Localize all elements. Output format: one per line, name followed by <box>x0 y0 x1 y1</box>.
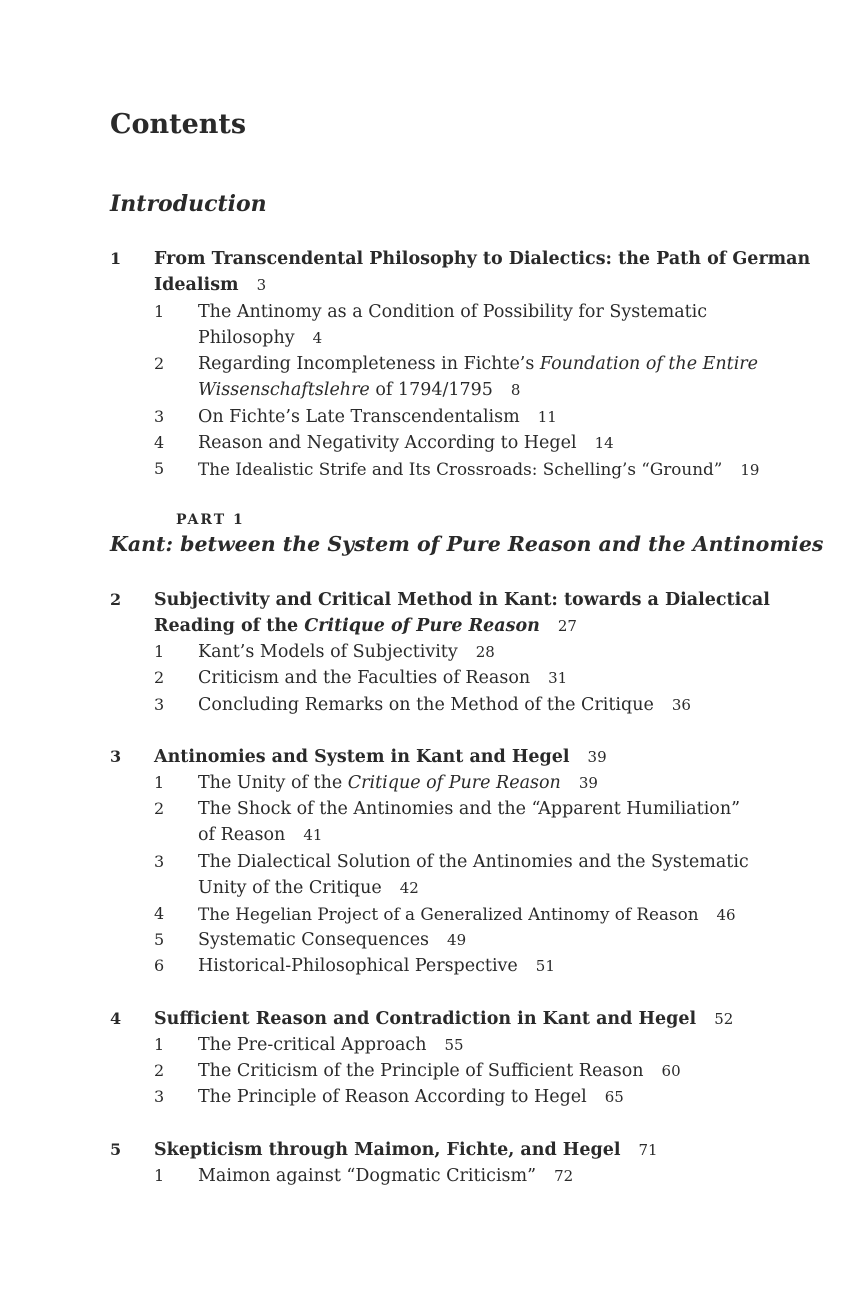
page-number: 46 <box>716 906 736 924</box>
section-title: The Idealistic Strife and Its Crossroads: Schelling’s “Ground” 19 <box>198 459 760 479</box>
part-label: PART 1 <box>176 512 245 528</box>
chapter-title-cont: Idealism 3 <box>154 275 267 295</box>
section-title: The Shock of the Antinomies and the “Apparent Humiliation” <box>198 799 741 819</box>
chapter-title: Subjectivity and Critical Method in Kant: towards a Dialectical <box>154 590 770 610</box>
section-title: Maimon against “Dogmatic Criticism” 72 <box>198 1166 574 1186</box>
page-number: 52 <box>714 1010 734 1028</box>
page-number: 42 <box>399 879 419 897</box>
chapter-title: Skepticism through Maimon, Fichte, and Hegel 71 <box>154 1140 658 1160</box>
section-title: The Pre-critical Approach 55 <box>198 1035 464 1055</box>
page-title: Contents <box>110 109 247 140</box>
chapter-number: 4 <box>110 1009 122 1028</box>
page-number: 4 <box>312 329 323 347</box>
section-number: 1 <box>154 1166 165 1185</box>
section-number: 1 <box>154 773 165 792</box>
page-number: 11 <box>537 408 557 426</box>
section-title: The Principle of Reason According to Hegel 65 <box>198 1087 624 1107</box>
chapter-number: 1 <box>110 249 122 268</box>
section-number: 4 <box>154 904 165 923</box>
page-number: 39 <box>587 748 607 766</box>
page-number: 72 <box>554 1167 574 1185</box>
page-number: 28 <box>475 643 495 661</box>
page-number: 3 <box>256 276 267 294</box>
page-number: 14 <box>594 434 614 452</box>
section-number: 2 <box>154 354 165 373</box>
section-number: 2 <box>154 668 165 687</box>
section-number: 1 <box>154 1035 165 1054</box>
page-number: 51 <box>535 957 555 975</box>
page-number: 60 <box>661 1062 681 1080</box>
chapter-number: 3 <box>110 747 122 766</box>
section-title: Concluding Remarks on the Method of the Critique 36 <box>198 695 691 715</box>
section-title: Systematic Consequences 49 <box>198 930 467 950</box>
page-number: 8 <box>510 381 521 399</box>
part-title: Kant: between the System of Pure Reason and the Antinomies <box>110 532 824 556</box>
section-number: 5 <box>154 459 165 478</box>
page-number: 36 <box>671 696 691 714</box>
section-title-cont: Unity of the Critique 42 <box>198 878 419 898</box>
chapter-number: 5 <box>110 1140 122 1159</box>
chapter-title-cont: Reading of the Critique of Pure Reason 27 <box>154 616 577 636</box>
section-title: The Unity of the Critique of Pure Reason 39 <box>198 773 598 793</box>
page-number: 41 <box>303 826 323 844</box>
page-number: 55 <box>444 1036 464 1054</box>
section-title: Criticism and the Faculties of Reason 31 <box>198 668 568 688</box>
section-number: 1 <box>154 642 165 661</box>
chapter-title: Antinomies and System in Kant and Hegel 39 <box>154 747 607 767</box>
section-number: 6 <box>154 956 165 975</box>
page-number: 49 <box>447 931 467 949</box>
section-number: 1 <box>154 302 165 321</box>
section-title: Kant’s Models of Subjectivity 28 <box>198 642 495 662</box>
section-number: 3 <box>154 695 165 714</box>
section-number: 2 <box>154 1061 165 1080</box>
page-number: 27 <box>557 617 577 635</box>
page-number: 71 <box>638 1141 658 1159</box>
page-number: 19 <box>740 461 760 479</box>
section-number: 4 <box>154 433 165 452</box>
page-number: 31 <box>548 669 568 687</box>
section-title: Historical-Philosophical Perspective 51 <box>198 956 555 976</box>
section-number: 2 <box>154 799 165 818</box>
section-number: 3 <box>154 852 165 871</box>
section-title: The Antinomy as a Condition of Possibility for Systematic <box>198 302 708 322</box>
page-number: 39 <box>578 774 598 792</box>
introduction-heading: Introduction <box>110 191 267 217</box>
section-number: 3 <box>154 1087 165 1106</box>
section-title-cont: Philosophy 4 <box>198 328 323 348</box>
section-number: 3 <box>154 407 165 426</box>
chapter-title: From Transcendental Philosophy to Dialectics: the Path of German <box>154 249 811 269</box>
section-title-cont: of Reason 41 <box>198 825 323 845</box>
chapter-title: Sufficient Reason and Contradiction in Kant and Hegel 52 <box>154 1009 734 1029</box>
section-title: The Dialectical Solution of the Antinomies and the Systematic <box>198 852 749 872</box>
page-number: 65 <box>604 1088 624 1106</box>
section-title-cont: Wissenschaftslehre of 1794/1795 8 <box>198 380 521 400</box>
section-title: Regarding Incompleteness in Fichte’s Foundation of the Entire <box>198 354 759 374</box>
chapter-number: 2 <box>110 590 122 609</box>
section-title: The Criticism of the Principle of Sufficient Reason 60 <box>198 1061 681 1081</box>
section-number: 5 <box>154 930 165 949</box>
section-title: The Hegelian Project of a Generalized Antinomy of Reason 46 <box>198 904 736 924</box>
section-title: On Fichte’s Late Transcendentalism 11 <box>198 407 557 427</box>
section-title: Reason and Negativity According to Hegel 14 <box>198 433 614 453</box>
